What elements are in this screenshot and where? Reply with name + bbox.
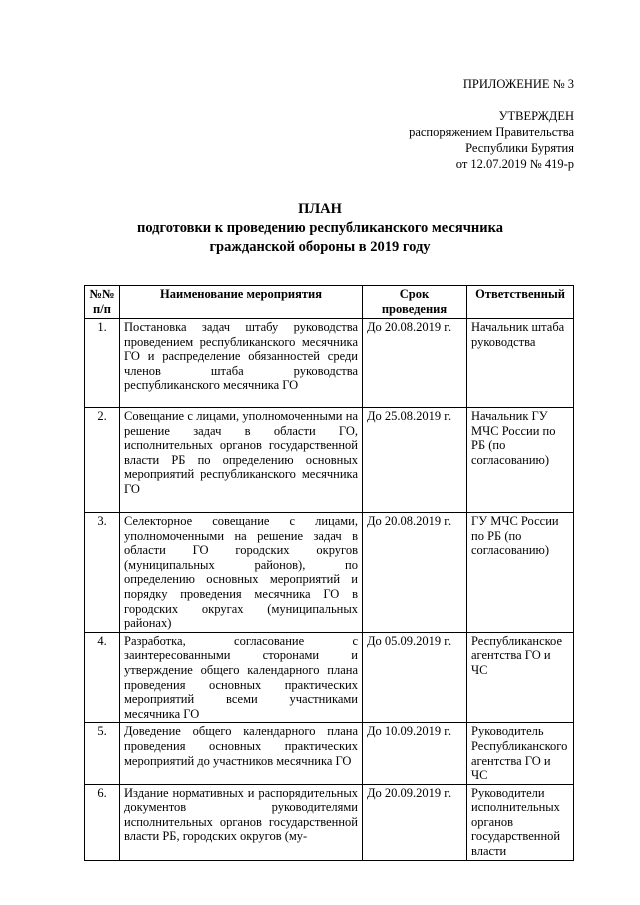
row-number: 1. <box>85 319 120 408</box>
column-header-term: Срок проведения <box>363 286 467 319</box>
row-term: До 10.09.2019 г. <box>363 723 467 784</box>
row-responsible: Начальник ГУ МЧС России по РБ (по согласованию) <box>467 408 574 513</box>
row-number: 2. <box>85 408 120 513</box>
approved-label: УТВЕРЖДЕН <box>498 109 574 123</box>
appendix-number: ПРИЛОЖЕНИЕ № 3 <box>462 77 574 91</box>
row-responsible: Республиканское агентства ГО и ЧС <box>467 632 574 723</box>
title-line-2: подготовки к проведению республиканского месячника <box>137 220 503 236</box>
row-responsible: Руководители исполнительных органов государственной власти <box>467 784 574 860</box>
column-header-responsible: Ответственный <box>467 286 574 319</box>
row-term: До 20.08.2019 г. <box>363 513 467 633</box>
row-number: 5. <box>85 723 120 784</box>
row-activity: Доведение общего календарного плана проведения основных практических мероприятий до участников месячника ГО <box>120 723 363 784</box>
approval-date-number: от 12.07.2019 № 419-р <box>455 157 574 171</box>
table-header-row <box>85 286 574 319</box>
row-term: До 25.08.2019 г. <box>363 408 467 513</box>
table-row <box>85 632 574 723</box>
column-header-name: Наименование мероприятия <box>120 286 363 319</box>
row-number: 6. <box>85 784 120 860</box>
column-header-number: №№ п/п <box>85 286 120 319</box>
row-number: 4. <box>85 632 120 723</box>
row-activity: Селекторное совещание с лицами, уполномоченными на решение задач в области ГО городских округов (муниципальных районов), по определению основных мероприятий и порядку проведения месячника ГО в городских округах (муниципальных районах) <box>120 513 363 633</box>
approval-block <box>409 76 574 172</box>
row-responsible: ГУ МЧС России по РБ (по согласованию) <box>467 513 574 633</box>
row-activity: Совещание с лицами, уполномоченными на решение задач в области ГО, исполнительных органов государственной власти РБ по определению основных мероприятий республиканского месячника ГО <box>120 408 363 513</box>
table-row <box>85 319 574 408</box>
table-row <box>85 513 574 633</box>
title-line-3: гражданской обороны в 2019 году <box>209 239 431 255</box>
row-activity: Разработка, согласование с заинтересованными сторонами и утверждение общего календарного плана проведения основных практических мероприятий всеми участниками месячника ГО <box>120 632 363 723</box>
row-term: До 20.09.2019 г. <box>363 784 467 860</box>
table-row <box>85 723 574 784</box>
row-responsible: Начальник штаба руководства <box>467 319 574 408</box>
row-number: 3. <box>85 513 120 633</box>
row-term: До 20.08.2019 г. <box>363 319 467 408</box>
row-activity: Постановка задач штабу руководства проведением республиканского месячника ГО и распределение обязанностей среди членов штаба руководства республиканского месячника ГО <box>120 319 363 408</box>
document-title <box>0 200 640 257</box>
row-responsible: Руководитель Республиканского агентства ГО и ЧС <box>467 723 574 784</box>
plan-table <box>84 285 574 861</box>
table-row <box>85 408 574 513</box>
row-term: До 05.09.2019 г. <box>363 632 467 723</box>
row-activity: Издание нормативных и распорядительных документов руководителями исполнительных органов государственной власти РБ, городских округов (му- <box>120 784 363 860</box>
approved-by-line1: распоряжением Правительства <box>409 125 574 139</box>
approved-by-line2: Республики Бурятия <box>465 141 574 155</box>
title-line-1: ПЛАН <box>298 201 342 217</box>
table-row <box>85 784 574 860</box>
